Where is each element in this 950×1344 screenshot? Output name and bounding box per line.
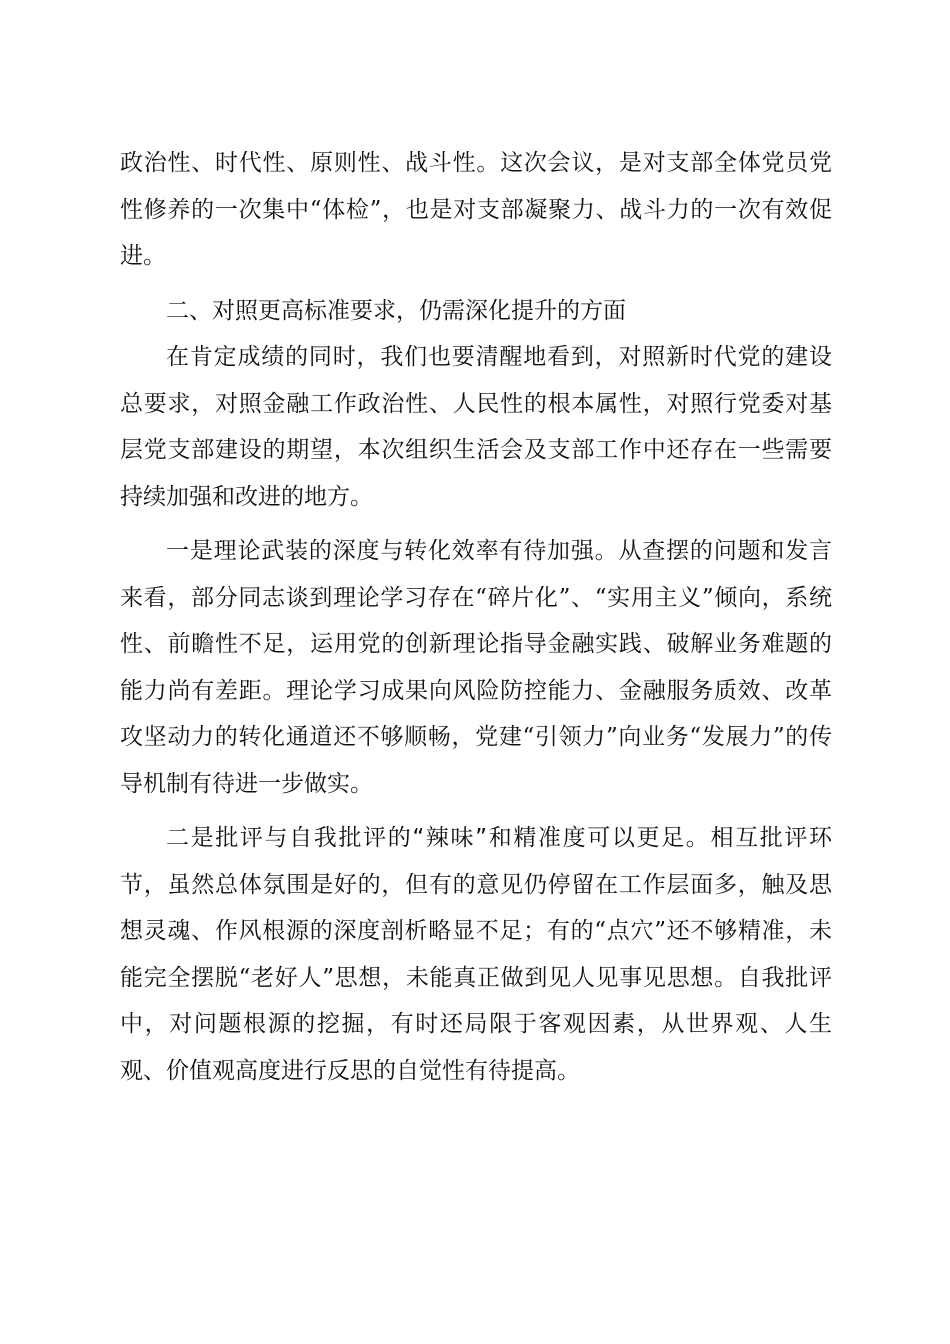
paragraph-gap	[120, 807, 832, 815]
paragraph-body: 在肯定成绩的同时，我们也要清醒地看到，对照新时代党的建设总要求，对照金融工作政治性、人民性的根本属性，对照行党委对基层党支部建设的期望，本次组织生活会及支部工作中还存在一些需要持续加强和改进的地方。	[120, 344, 832, 510]
paragraph-point-2	[120, 815, 832, 1094]
point-2-lead: 二是批评与自我批评的“辣味”和精准度可以更足。	[166, 825, 711, 851]
paragraph-continuation: 政治性、时代性、原则性、战斗性。这次会议，是对支部全体党员党性修养的一次集中“体检”，也是对支部凝聚力、战斗力的一次有效促进。	[120, 150, 832, 269]
point-1-lead: 一是理论武装的深度与转化效率有待加强。	[166, 538, 619, 564]
paragraph-gap	[120, 520, 832, 528]
point-2-text: 相互批评环节，虽然总体氛围是好的，但有的意见仍停留在工作层面多，触及思想灵魂、作风根源的深度剖析略显不足；有的“点穴”还不够精准，未能完全摆脱“老好人”思想，未能真正做到见人见事见思想。自我批评中，对问题根源的挖掘，有时还局限于客观因素，从世界观、人生观、价值观高度进行反思的自觉性有待提高。	[120, 825, 832, 1084]
point-1-text: 从查摆的问题和发言来看，部分同志谈到理论学习存在“碎片化”、“实用主义”倾向，系统性、前瞻性不足，运用党的创新理论指导金融实践、破解业务难题的能力尚有差距。理论学习成果向风险防控能力、金融服务质效、改革攻坚动力的转化通道还不够顺畅，党建“引领力”向业务“发展力”的传导机制有待进一步做实。	[120, 538, 833, 797]
paragraph-point-1	[120, 528, 832, 807]
document-body	[120, 140, 832, 1094]
paragraph-gap	[120, 280, 832, 288]
section-heading: 二、对照更高标准要求，仍需深化提升的方面	[166, 297, 626, 324]
